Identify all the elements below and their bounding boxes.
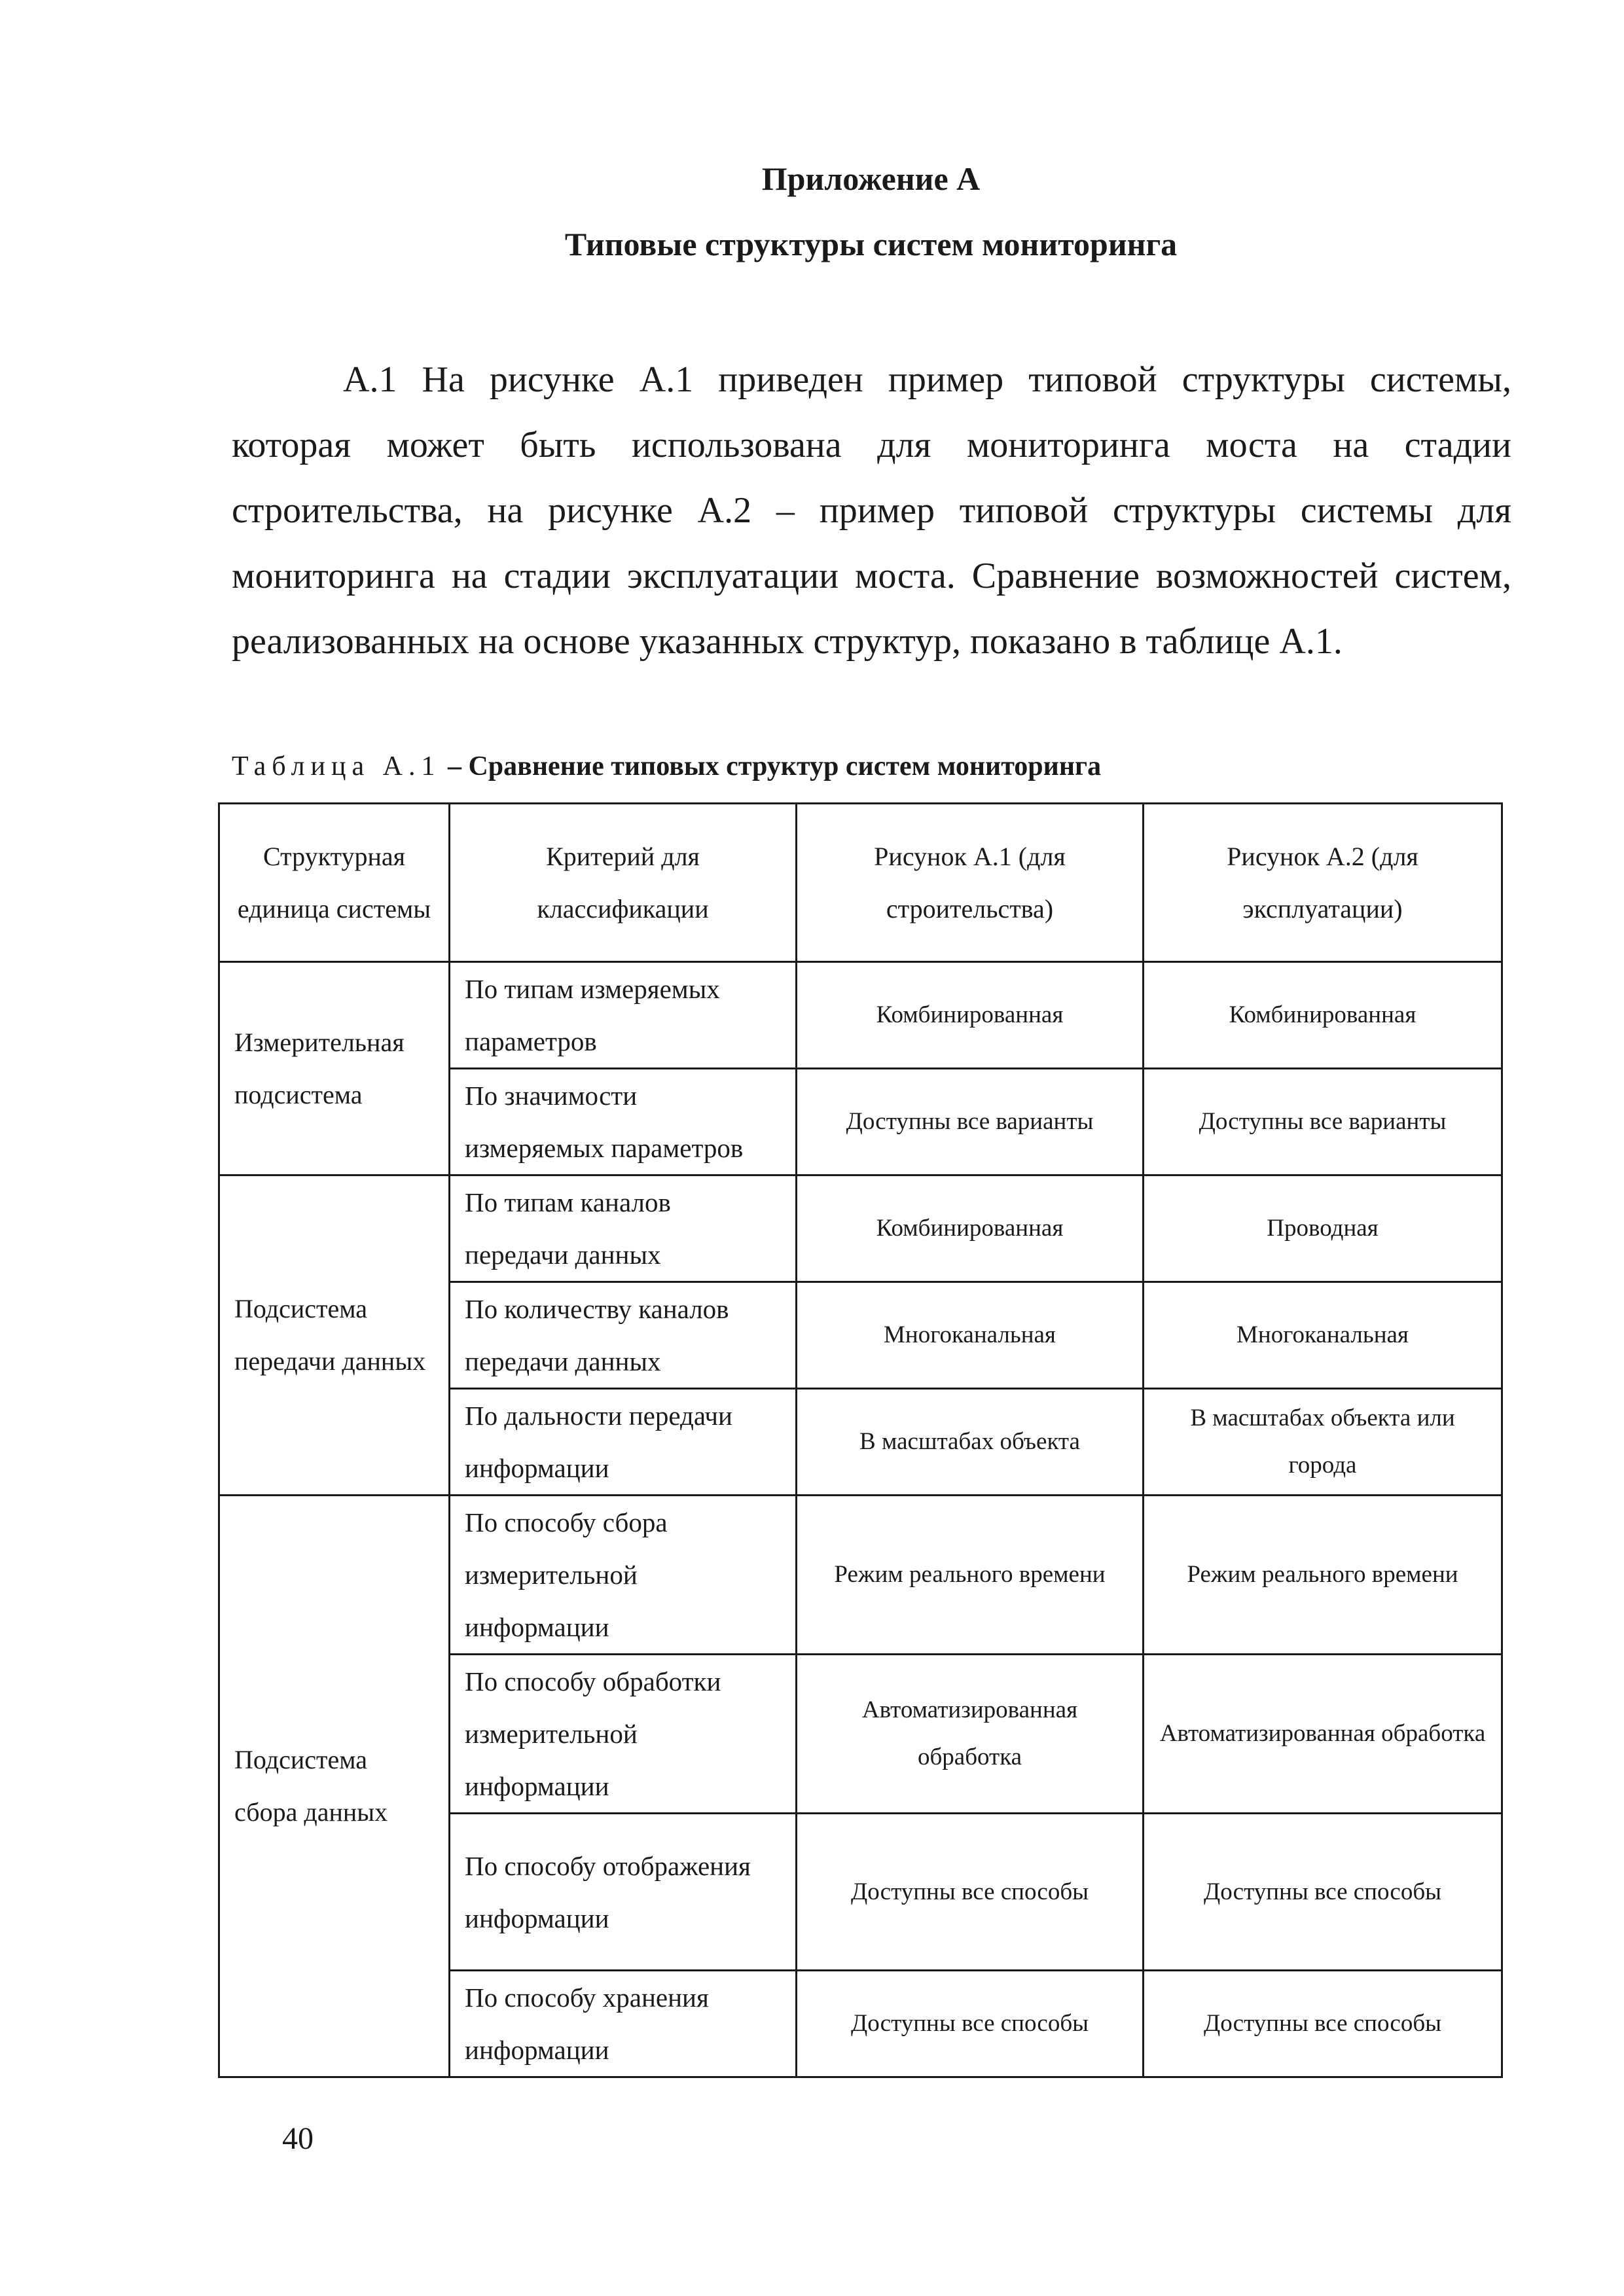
unit-measuring-subsystem: Измерительная подсистема — [219, 962, 450, 1175]
operation-cell: Многоканальная — [1144, 1282, 1502, 1389]
intro-paragraph-text: А.1 На рисунке А.1 приведен пример типовой структуры системы, которая может быть использована для мониторинга моста на стадии строительства, на рисунке А.2 – пример типовой структуры системы для мониторинга на стадии эксплуатации моста. Сравнение возможностей систем, реализованных на основе указанных структур, показано в таблице А.1. — [232, 359, 1511, 662]
header-construction: Рисунок А.1 (для строительства) — [797, 804, 1144, 962]
criterion-cell: По способу обработки измерительной информации — [450, 1655, 797, 1814]
table-row — [219, 962, 1502, 1069]
construction-cell: Автоматизированная обработка — [797, 1655, 1144, 1814]
operation-cell: Доступны все способы — [1144, 1814, 1502, 1971]
criterion-cell: По типам каналов передачи данных — [450, 1175, 797, 1282]
appendix-subtitle: Типовые структуры систем мониторинга — [564, 226, 1178, 262]
header-unit: Структурная единица системы — [219, 804, 450, 962]
table-row — [219, 1175, 1502, 1282]
construction-cell: В масштабах объекта — [797, 1389, 1144, 1496]
criterion-cell: По значимости измеряемых параметров — [450, 1069, 797, 1175]
criterion-cell: По дальности передачи информации — [450, 1389, 797, 1496]
table-caption-separator: – — [441, 751, 469, 781]
operation-cell: Доступны все варианты — [1144, 1069, 1502, 1175]
operation-cell: Режим реального времени — [1144, 1496, 1502, 1655]
operation-cell: В масштабах объекта или города — [1144, 1389, 1502, 1496]
unit-collection-subsystem: Подсистема сбора данных — [219, 1496, 450, 2077]
table-caption-title: Сравнение типовых структур систем мониторинга — [468, 751, 1102, 781]
table-caption-label: Таблица А.1 — [232, 751, 441, 781]
operation-cell: Проводная — [1144, 1175, 1502, 1282]
construction-cell: Доступны все способы — [797, 1971, 1144, 2077]
criterion-cell: По типам измеряемых параметров — [450, 962, 797, 1069]
construction-cell: Комбинированная — [797, 962, 1144, 1069]
table-row — [219, 1496, 1502, 1655]
operation-cell: Комбинированная — [1144, 962, 1502, 1069]
table-caption — [232, 748, 1101, 785]
operation-cell: Автоматизированная обработка — [1144, 1655, 1502, 1814]
criterion-cell: По способу сбора измерительной информации — [450, 1496, 797, 1655]
construction-cell: Доступны все варианты — [797, 1069, 1144, 1175]
header-criterion: Критерий для классификации — [450, 804, 797, 962]
construction-cell: Комбинированная — [797, 1175, 1144, 1282]
comparison-table — [218, 802, 1503, 2078]
criterion-cell: По способу хранения информации — [450, 1971, 797, 2077]
header-operation: Рисунок А.2 (для эксплуатации) — [1144, 804, 1502, 962]
unit-transmission-subsystem: Подсистема передачи данных — [219, 1175, 450, 1496]
criterion-cell: По количеству каналов передачи данных — [450, 1282, 797, 1389]
page-number: 40 — [282, 2121, 314, 2156]
intro-paragraph — [232, 347, 1511, 674]
construction-cell: Режим реального времени — [797, 1496, 1144, 1655]
appendix-title: Приложение А — [761, 160, 981, 197]
construction-cell: Многоканальная — [797, 1282, 1144, 1389]
operation-cell: Доступны все способы — [1144, 1971, 1502, 2077]
table-header-row — [219, 804, 1502, 962]
criterion-cell: По способу отображения информации — [450, 1814, 797, 1971]
construction-cell: Доступны все способы — [797, 1814, 1144, 1971]
